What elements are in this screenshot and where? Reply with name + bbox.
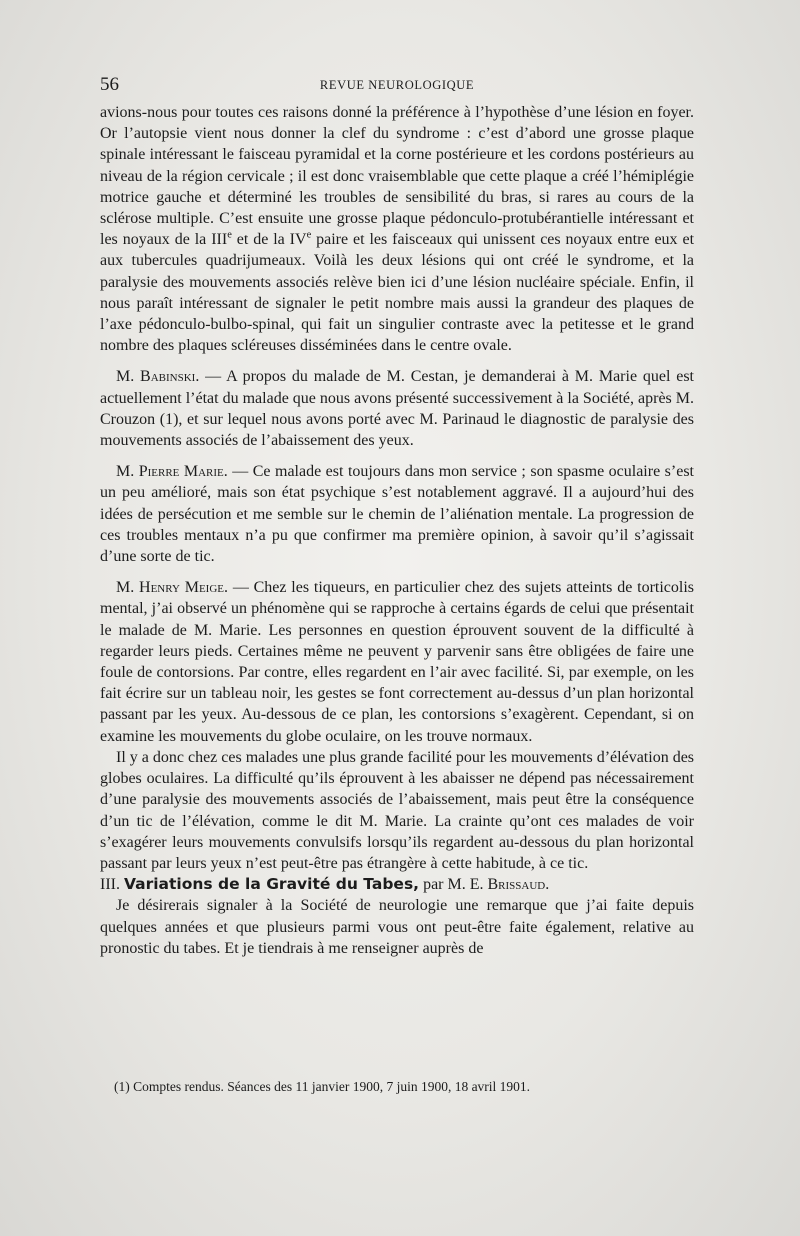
paragraph-text: paire et les faisceaux qui unissent ces noyaux entre eux et aux tubercules quadrijumeaux. Voilà les deux lésions qui ont créé le syndrome, et la paralysie des mouvements associés relève bien ici d’une lésion nucléaire spéciale. Enfin, il nous paraît intéressant de signaler le petit nombre mais aussi la grandeur des plaques de l’axe pédonculo-bulbo-spinal, qui fait un singulier contraste avec la petitesse et le grand nombre des plaques scléreuses disséminées dans le centre ovale. bbox=[100, 231, 695, 355]
paragraph-text: — Ce malade est toujours dans mon service ; son spasme oculaire s’est un peu amélioré, mais son état psychique s’est notablement aggravé. Il a aujourd’hui des idées de persécution et me semble sur le chemin de l’aliénation mentale. La progression de ces troubles mentaux n’a pu que confirmer ma première opinion, à savoir qu’il s’agissait d’une sorte de tic. bbox=[100, 463, 694, 566]
page-header bbox=[100, 70, 694, 98]
paragraph-text: — A propos du malade de M. Cestan, je demanderai à M. Marie quel est actuellement l’état du malade que nous avons présenté successivement à la Société, après M. Crouzon (1), et sur lequel nous avons porté avec M. Parinaud le diagnostic de paralysie des mouvements associés de l’abaissement des yeux. bbox=[100, 368, 695, 450]
footnote: (1) Comptes rendus. Séances des 11 janvier 1900, 7 juin 1900, 18 avril 1901. bbox=[114, 1079, 531, 1094]
running-head: REVUE NEUROLOGIQUE bbox=[319, 78, 475, 92]
paragraph-babinski bbox=[100, 366, 694, 451]
section-numeral: III. bbox=[100, 876, 124, 894]
paragraph-henry-meige bbox=[100, 577, 694, 747]
paragraph-tabes: Je désirerais signaler à la Société de neurologie une remarque que j’ai faite depuis quelques années et que plusieurs parmi vous ont peut-être faite également, relative au pronostic du tabes. Et je tiendrais à me renseigner auprès de bbox=[100, 897, 694, 957]
superscript: e bbox=[306, 229, 312, 241]
section-heading bbox=[100, 874, 694, 895]
speaker-name: M. Henry Meige. bbox=[116, 579, 229, 597]
paragraph-text: et de la IV bbox=[231, 231, 307, 249]
section-byline: par M. E. bbox=[419, 876, 488, 894]
paragraph-autopsy bbox=[100, 102, 694, 356]
paragraph-pierre-marie bbox=[100, 461, 694, 567]
paragraph-conclusion: Il y a donc chez ces malades une plus grande facilité pour les mouvements d’élévation des globes oculaires. La difficulté qu’ils éprouvent à les abaisser ne dépend pas nécessairement d’une paralysie des mouvements associés de l’abaissement, mais peut être la conséquence d’un tic de l’élévation, comme le dit M. Marie. La crainte qu’ont ces malades de voir s’exagérer leurs mouvements convulsifs lorsqu’ils regardent au-dessous du plan horizontal passant par leurs yeux n’est peut-être pas étrangère à cette habitude, à ce tic. bbox=[100, 748, 695, 872]
body-text bbox=[100, 102, 694, 959]
superscript: e bbox=[227, 229, 232, 241]
section-author: Brissaud. bbox=[487, 876, 550, 894]
page-number: 56 bbox=[100, 74, 119, 95]
paragraph-text: avions-nous pour toutes ces raisons donné la préférence à l’hypothèse d’une lésion en foyer. Or l’autopsie vient nous donner la clef du syndrome : c’est d’abord une grosse plaque spinale intéressant le faisceau pyramidal et la corne postérieure et les cordons postérieurs au niveau de la région cervicale ; il est donc vraisemblable que cette plaque a créé l’hémiplégie motrice gauche et déterminé les troubles de sensibilité du bras, si rares au cours de la sclérose multiple. C’est ensuite une grosse plaque pédonculo-protubérantielle intéressant et les noyaux de la III bbox=[100, 104, 694, 249]
speaker-name: M. Pierre Marie. bbox=[116, 463, 228, 481]
section-title: Variations de la Gravité du Tabes, bbox=[123, 875, 420, 894]
speaker-name: M. Babinski. bbox=[116, 368, 200, 386]
paragraph-text: — Chez les tiqueurs, en particulier chez des sujets atteints de torticolis mental, j’ai observé un phénomène qui se rapproche à certains égards de celui que présentait le malade de M. Marie. Les personnes en question éprouvent souvent de la difficulté à regarder leurs pieds. Certaines même ne peuvent y parvenir sans être obligées de faire une foule de contorsions. Par contre, elles regardent en l’air avec facilité. Si, par exemple, on les fait écrire sur un tableau noir, les gestes se font correctement au-dessus d’un plan horizontal passant par les yeux. Au-dessous de ce plan, les contorsions s’exagèrent. Cependant, si on examine les mouvements du globe oculaire, on les trouve normaux. bbox=[100, 579, 695, 745]
